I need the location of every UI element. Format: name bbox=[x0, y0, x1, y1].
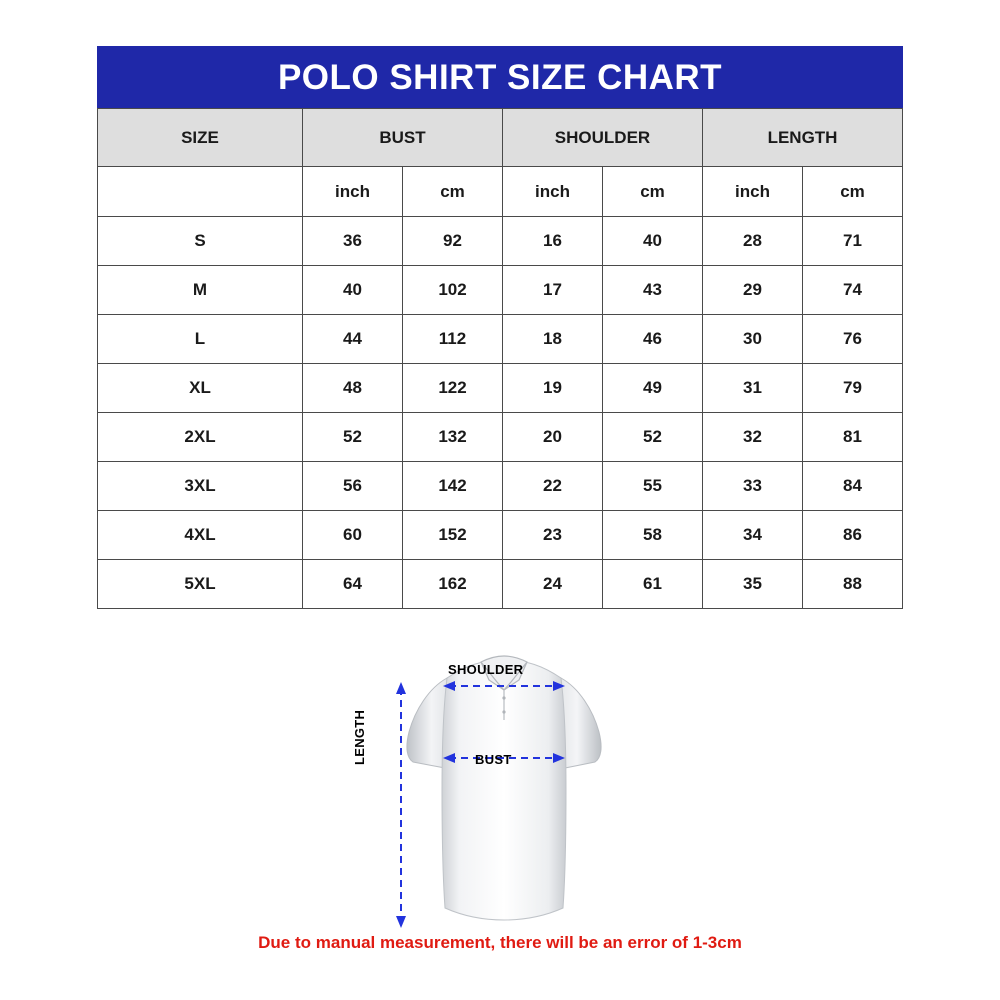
cell-bust-inch: 52 bbox=[303, 413, 403, 462]
cell-bust-inch: 36 bbox=[303, 217, 403, 266]
label-shoulder: SHOULDER bbox=[448, 662, 524, 677]
cell-size: 5XL bbox=[98, 560, 303, 609]
cell-shoulder-cm: 43 bbox=[603, 266, 703, 315]
cell-bust-inch: 48 bbox=[303, 364, 403, 413]
cell-shoulder-cm: 52 bbox=[603, 413, 703, 462]
cell-length-cm: 88 bbox=[803, 560, 903, 609]
cell-size: S bbox=[98, 217, 303, 266]
cell-size: 2XL bbox=[98, 413, 303, 462]
label-bust: BUST bbox=[475, 752, 512, 767]
cell-bust-cm: 132 bbox=[403, 413, 503, 462]
cell-length-inch: 30 bbox=[703, 315, 803, 364]
cell-shoulder-inch: 20 bbox=[503, 413, 603, 462]
cell-shoulder-inch: 17 bbox=[503, 266, 603, 315]
cell-size: M bbox=[98, 266, 303, 315]
table-row bbox=[98, 266, 903, 315]
cell-bust-inch: 40 bbox=[303, 266, 403, 315]
cell-length-inch: 29 bbox=[703, 266, 803, 315]
cell-bust-cm: 102 bbox=[403, 266, 503, 315]
unit-cell-shoulder-inch: inch bbox=[503, 167, 603, 217]
cell-shoulder-inch: 16 bbox=[503, 217, 603, 266]
cell-shoulder-inch: 23 bbox=[503, 511, 603, 560]
table-row bbox=[98, 560, 903, 609]
cell-shoulder-cm: 58 bbox=[603, 511, 703, 560]
cell-length-inch: 33 bbox=[703, 462, 803, 511]
cell-size: 4XL bbox=[98, 511, 303, 560]
cell-bust-cm: 142 bbox=[403, 462, 503, 511]
cell-shoulder-inch: 18 bbox=[503, 315, 603, 364]
cell-length-cm: 86 bbox=[803, 511, 903, 560]
label-length: LENGTH bbox=[352, 709, 367, 765]
cell-shoulder-cm: 49 bbox=[603, 364, 703, 413]
table-row bbox=[98, 511, 903, 560]
table-row bbox=[98, 462, 903, 511]
cell-length-cm: 79 bbox=[803, 364, 903, 413]
table-row bbox=[98, 217, 903, 266]
cell-length-inch: 31 bbox=[703, 364, 803, 413]
cell-shoulder-cm: 61 bbox=[603, 560, 703, 609]
cell-length-cm: 71 bbox=[803, 217, 903, 266]
measurement-note: Due to manual measurement, there will be an error of 1-3cm bbox=[258, 933, 742, 952]
unit-cell-shoulder-cm: cm bbox=[603, 167, 703, 217]
unit-cell-bust-cm: cm bbox=[403, 167, 503, 217]
cell-bust-cm: 152 bbox=[403, 511, 503, 560]
cell-bust-inch: 56 bbox=[303, 462, 403, 511]
cell-shoulder-cm: 40 bbox=[603, 217, 703, 266]
unit-cell-blank bbox=[98, 167, 303, 217]
cell-shoulder-inch: 22 bbox=[503, 462, 603, 511]
page-title: POLO SHIRT SIZE CHART bbox=[97, 46, 903, 108]
cell-length-inch: 32 bbox=[703, 413, 803, 462]
cell-shoulder-inch: 19 bbox=[503, 364, 603, 413]
cell-length-cm: 76 bbox=[803, 315, 903, 364]
cell-bust-cm: 92 bbox=[403, 217, 503, 266]
cell-size: XL bbox=[98, 364, 303, 413]
column-header-length: LENGTH bbox=[703, 109, 903, 167]
table-header-row bbox=[98, 109, 903, 167]
unit-cell-length-cm: cm bbox=[803, 167, 903, 217]
cell-shoulder-inch: 24 bbox=[503, 560, 603, 609]
cell-shoulder-cm: 46 bbox=[603, 315, 703, 364]
table-row bbox=[98, 364, 903, 413]
polo-shirt-illustration bbox=[385, 640, 625, 930]
table-row bbox=[98, 315, 903, 364]
cell-bust-inch: 44 bbox=[303, 315, 403, 364]
cell-bust-cm: 112 bbox=[403, 315, 503, 364]
table-unit-row bbox=[98, 167, 903, 217]
cell-bust-cm: 122 bbox=[403, 364, 503, 413]
cell-size: L bbox=[98, 315, 303, 364]
cell-length-inch: 35 bbox=[703, 560, 803, 609]
cell-bust-inch: 64 bbox=[303, 560, 403, 609]
cell-length-inch: 28 bbox=[703, 217, 803, 266]
cell-length-cm: 81 bbox=[803, 413, 903, 462]
cell-size: 3XL bbox=[98, 462, 303, 511]
cell-length-inch: 34 bbox=[703, 511, 803, 560]
cell-length-cm: 74 bbox=[803, 266, 903, 315]
table-row bbox=[98, 413, 903, 462]
cell-shoulder-cm: 55 bbox=[603, 462, 703, 511]
cell-length-cm: 84 bbox=[803, 462, 903, 511]
column-header-shoulder: SHOULDER bbox=[503, 109, 703, 167]
unit-cell-bust-inch: inch bbox=[303, 167, 403, 217]
unit-cell-length-inch: inch bbox=[703, 167, 803, 217]
size-chart-table bbox=[97, 108, 903, 609]
cell-bust-cm: 162 bbox=[403, 560, 503, 609]
size-chart bbox=[97, 46, 903, 609]
measurement-diagram bbox=[330, 630, 670, 930]
cell-bust-inch: 60 bbox=[303, 511, 403, 560]
column-header-bust: BUST bbox=[303, 109, 503, 167]
column-header-size: SIZE bbox=[98, 109, 303, 167]
